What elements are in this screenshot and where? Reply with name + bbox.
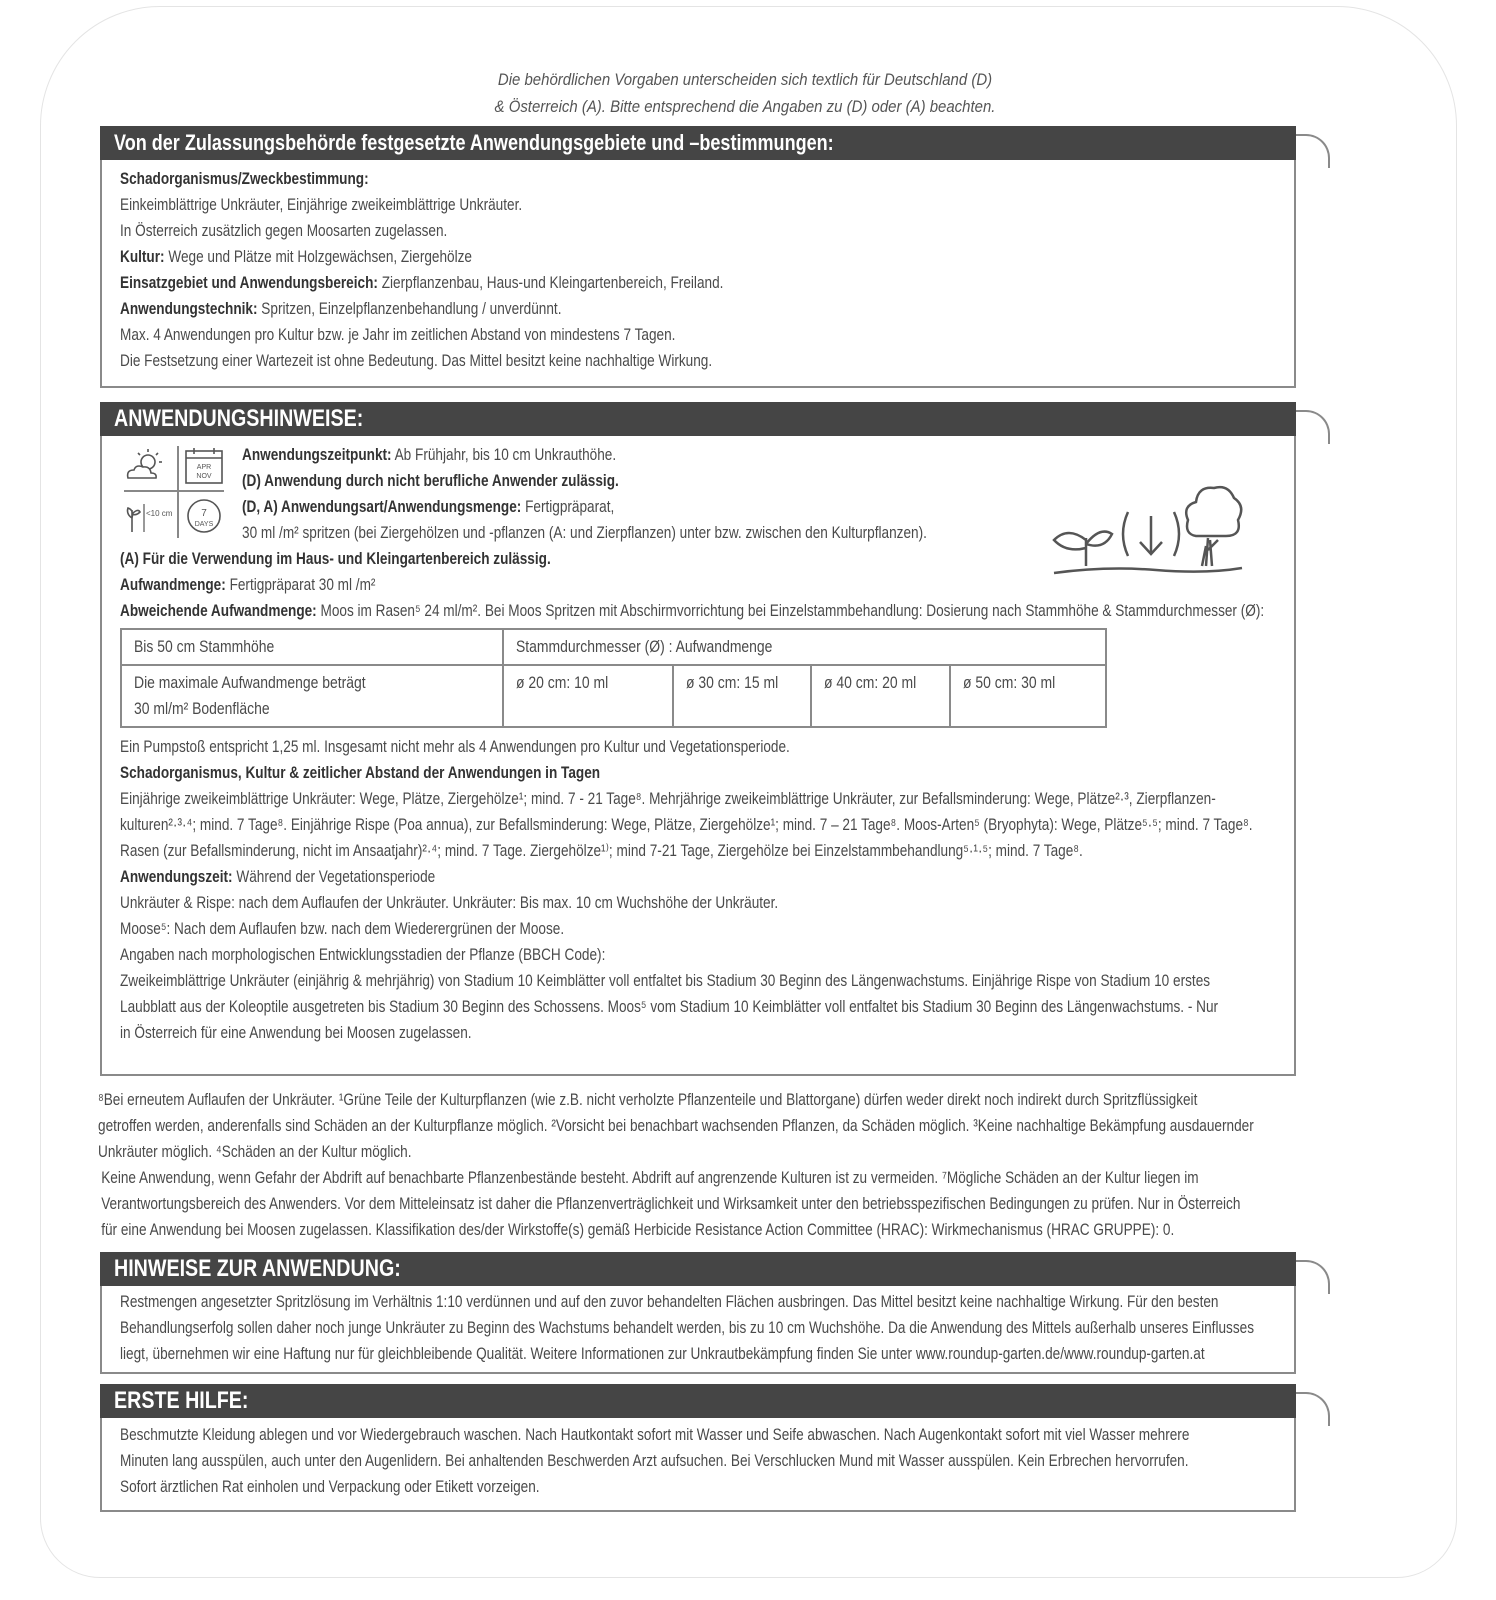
moose-text: Moose⁵: Nach dem Auflaufen bzw. nach dem Wiederergrünen der Moose.: [120, 919, 565, 938]
footnote-line-3: Unkräuter möglich. ⁴Schäden an der Kultur möglich.: [98, 1142, 412, 1161]
unk-text: Unkräuter & Rispe: nach dem Auflaufen der Unkräuter. Unkräuter: Bis max. 10 cm Wuchshöhe der Unkräuter.: [120, 893, 779, 912]
zeitpunkt-label: Anwendungszeitpunkt:: [242, 445, 392, 464]
header-corner: [1296, 134, 1330, 168]
calendar-icon: [182, 446, 228, 486]
abw-text: Moos im Rasen⁵ 24 ml/m². Bei Moos Spritzen mit Abschirmvorrichtung bei Einzelstammbehandlung: Dosierung nach Stammhöhe & Stammdurchmesser (Ø):: [316, 601, 1265, 620]
section-heading: [100, 1252, 1296, 1286]
heading-text: HINWEISE ZUR ANWENDUNG:: [114, 1255, 401, 1282]
dosage-table: [120, 628, 1107, 728]
icon-grid: [120, 442, 230, 542]
kultur-text: Wege und Plätze mit Holzgewächsen, Ziergehölze: [164, 247, 472, 266]
schad2-label: Schadorganismus, Kultur & zeitlicher Abstand der Anwendungen in Tagen: [120, 763, 601, 782]
einsatz-label: Einsatzgebiet und Anwendungsbereich:: [120, 273, 378, 292]
height-text: <10 cm: [146, 509, 173, 518]
footnote-line-2: getroffen werden, anderenfalls sind Schäden an der Kulturpflanze möglich. ²Vorsicht bei benachbart wachsenden Pflanzen, da Schäden möglich. ³Keine nachhaltige Bekämpfung ausdauernder: [98, 1116, 1254, 1135]
section-heading: [100, 126, 1296, 160]
dose-40: ø 40 cm: 20 ml: [824, 673, 917, 692]
sun-cloud-icon: [122, 446, 168, 486]
bbch-text: Angaben nach morphologischen Entwicklungsstadien der Pflanze (BBCH Code):: [120, 945, 606, 964]
hzu-line-3: liegt, übernehmen wir eine Haftung nur für gleichbleibende Qualität. Weitere Informationen zur Unkrautbekämpfung finden Sie unter www.roundup-garten.de/www.roundup-garten.at: [120, 1344, 1205, 1363]
schad-text-2: In Österreich zusätzlich gegen Moosarten zugelassen.: [120, 221, 448, 240]
schad2-line-2: kulturen²·³·⁴; mind. 7 Tage⁸. Einjährige Rispe (Poa annua), zur Befallsminderung: Wege, Plätze, Ziergehölze¹; mind. 7 – 21 Tage⁸. Moos-Arten⁵ (Bryophyta): Wege, Plätze⁵·⁵; mind. 7 Tage⁸.: [120, 815, 1253, 834]
footnote-line-4: Keine Anwendung, wenn Gefahr der Abdrift auf benachbarte Pflanzenbestände besteht. Abdrift auf angrenzende Kulturen ist zu vermeiden. ⁷Mögliche Schäden an der Kultur liegen im: [101, 1168, 1199, 1187]
zeit-text: Während der Vegetationsperiode: [232, 867, 436, 886]
table-cell: [503, 665, 673, 727]
days-num: 7: [201, 508, 207, 519]
a-text: (A) Für die Verwendung im Haus- und Kleingartenbereich zulässig.: [120, 549, 551, 568]
eh-line-2: Minuten lang ausspülen, auch unter den Augenlidern. Bei anhaltenden Beschwerden Arzt aufsuchen. Bei Verschlucken Mund mit Wasser ausspülen. Kein Erbrechen hervorrufen.: [120, 1451, 1189, 1470]
einsatz-text: Zierpflanzenbau, Haus-und Kleingartenbereich, Freiland.: [377, 273, 724, 292]
section-body: [100, 1418, 1296, 1512]
da-label: (D, A) Anwendungsart/Anwendungsmenge:: [242, 497, 522, 516]
intro-line-1: Die behördlichen Vorgaben unterscheiden sich textlich für Deutschland (D): [497, 70, 993, 89]
heading-text: ERSTE HILFE:: [114, 1387, 249, 1414]
footnotes: [98, 1087, 1338, 1243]
section-anwendungshinweise: [100, 402, 1330, 1076]
max-text: Max. 4 Anwendungen pro Kultur bzw. je Jahr im zeitlichen Abstand von mindestens 7 Tagen.: [120, 325, 676, 344]
heading-text: Von der Zulassungsbehörde festgesetzte Anwendungsgebiete und –bestimmungen:: [114, 130, 834, 155]
calendar-text-1: APR: [196, 464, 212, 471]
table-cell: [950, 665, 1106, 727]
schad-label: Schadorganismus/Zweckbestimmung:: [120, 169, 369, 188]
hzu-line-1: Restmengen angesetzter Spritzlösung im Verhältnis 1:10 verdünnen und auf den zuvor behandelten Flächen ausbringen. Das Mittel besitzt keine nachhaltige Wirkung. Für den besten: [120, 1292, 1219, 1311]
table-cell: [673, 665, 811, 727]
section-body: [100, 436, 1296, 1076]
section-zulassung: [100, 126, 1330, 388]
technik-label: Anwendungstechnik:: [120, 299, 258, 318]
intro-note: [441, 66, 1048, 120]
dose-30: ø 30 cm: 15 ml: [686, 673, 779, 692]
table-row: [121, 629, 1106, 665]
kultur-label: Kultur:: [120, 247, 165, 266]
table-cell: [121, 629, 503, 665]
schad2-line-1: Einjährige zweikeimblättrige Unkräuter: Wege, Plätze, Ziergehölze¹; mind. 7 - 21 Tage⁸. Mehrjährige zweikeimblättrige Unkräuter, zur Befallsminderung: Wege, Plätze²·³, Zierpflanzen-: [120, 789, 1216, 808]
section-body: [100, 1286, 1296, 1374]
header-corner: [1296, 1392, 1330, 1426]
zeit-label: Anwendungszeit:: [120, 867, 233, 886]
section-erste-hilfe: [100, 1384, 1330, 1512]
eh-line-1: Beschmutzte Kleidung ablegen und vor Wiedergebrauch waschen. Nach Hautkontakt sofort mit Wasser und Seife abwaschen. Nach Augenkontakt sofort mit viel Wasser mehrere: [120, 1425, 1190, 1444]
table-row: [121, 665, 1106, 727]
da-text-2: 30 ml /m² spritzen (bei Ziergehölzen und -pflanzen (A: und Zierpflanzen) unter bzw. zwischen den Kulturpflanzen).: [242, 523, 927, 542]
da-text: Fertigpräparat,: [521, 497, 615, 516]
section-heading: [100, 402, 1296, 436]
header-corner: [1296, 1260, 1330, 1294]
bbch-line-3: in Österreich für eine Anwendung bei Moosen zugelassen.: [120, 1023, 472, 1042]
eh-line-3: Sofort ärztlichen Rat einholen und Verpackung oder Etikett vorzeigen.: [120, 1477, 540, 1496]
pump-text: Ein Pumpstoß entspricht 1,25 ml. Insgesamt nicht mehr als 4 Anwendungen pro Kultur und Vegetationsperiode.: [120, 737, 790, 756]
days-text: DAYS: [194, 521, 214, 528]
th-2: Stammdurchmesser (Ø) : Aufwandmenge: [516, 637, 773, 656]
bbch-line-2: Laubblatt aus der Koleoptile ausgetreten bis Stadium 30 Beginn des Schossens. Moos⁵ vom Stadium 10 Keimblätter voll entfaltet bis Stadium 30 Beginn des Längenwachstums. - Nur: [120, 997, 1219, 1016]
schad-text-1: Einkeimblättrige Unkräuter, Einjährige zweikeimblättrige Unkräuter.: [120, 195, 523, 214]
hzu-line-2: Behandlungserfolg sollen daher noch junge Unkräuter zu Beginn des Wachstums behandelt werden, bis zu 10 cm Wuchshöhe. Da die Anwendung des Mittels außerhalb unseres Einflusses: [120, 1318, 1255, 1337]
table-cell: [121, 665, 503, 727]
aufwand-text: Fertigpräparat 30 ml /m²: [225, 575, 376, 594]
r1c1a: Die maximale Aufwandmenge beträgt: [134, 673, 366, 692]
aufwand-label: Aufwandmenge:: [120, 575, 226, 594]
bbch-line-1: Zweikeimblättrige Unkräuter (einjährig & mehrjährig) von Stadium 10 Keimblätter voll entfaltet bis Stadium 30 Beginn des Längenwachstums. Einjährige Rispe von Stadium 10 erstes: [120, 971, 1211, 990]
section-body: [100, 160, 1296, 388]
schad2-line-3: Rasen (zur Befallsminderung, nicht im Ansaatjahr)²·⁴; mind. 7 Tage. Ziergehölze¹⁾; mind 7-21 Tage, Ziergehölze bei Einzelstammbehandlung⁵·¹·⁵; mind. 7 Tage⁸.: [120, 841, 1083, 860]
section-hinweise-zur-anwendung: [100, 1252, 1330, 1374]
footnote-line-1: ⁸Bei erneutem Auflaufen der Unkräuter. ¹Grüne Teile der Kulturpflanzen (wie z.B. nicht verholzte Pflanzenteile und Blattorgane) dürfen weder direkt noch indirekt durch Spritzflüssigkeit: [98, 1090, 1198, 1109]
header-corner: [1296, 410, 1330, 444]
footnote-line-5: Verantwortungsbereich des Anwenders. Vor dem Mitteleinsatz ist daher die Pflanzenverträglichkeit und Wirksamkeit unter den betriebsspezifischen Bedingungen zu prüfen. Nur in Österreich: [101, 1194, 1241, 1213]
dose-50: ø 50 cm: 30 ml: [962, 673, 1056, 692]
table-cell: [503, 629, 1106, 665]
th-1: Bis 50 cm Stammhöhe: [134, 637, 275, 656]
technik-text: Spritzen, Einzelpflanzenbehandlung / unverdünnt.: [257, 299, 562, 318]
d-text: (D) Anwendung durch nicht berufliche Anwender zulässig.: [242, 471, 619, 490]
calendar-text-2: NOV: [196, 473, 212, 480]
footnote-line-6: für eine Anwendung bei Moosen zugelassen. Klassifikation des/der Wirkstoffe(s) gemäß Herbicide Resistance Action Committee (HRAC): Wirkmechanismus (HRAC GRUPPE): 0.: [101, 1220, 1175, 1239]
dose-20: ø 20 cm: 10 ml: [516, 673, 609, 692]
zeitpunkt-text: Ab Frühjahr, bis 10 cm Unkrauthöhe.: [391, 445, 617, 464]
table-cell: [811, 665, 949, 727]
warte-text: Die Festsetzung einer Wartezeit ist ohne Bedeutung. Das Mittel besitzt keine nachhaltige Wirkung.: [120, 351, 713, 370]
abw-label: Abweichende Aufwandmenge:: [120, 601, 317, 620]
icon-row: [120, 442, 1276, 546]
r1c1b: 30 ml/m² Bodenfläche: [134, 699, 270, 718]
intro-line-2: & Österreich (A). Bitte entsprechend die Angaben zu (D) oder (A) beachten.: [494, 97, 996, 116]
section-heading: [100, 1384, 1296, 1418]
plant-height-icon: [122, 496, 173, 536]
heading-text: ANWENDUNGSHINWEISE:: [114, 405, 364, 432]
seven-days-icon: [182, 496, 228, 536]
